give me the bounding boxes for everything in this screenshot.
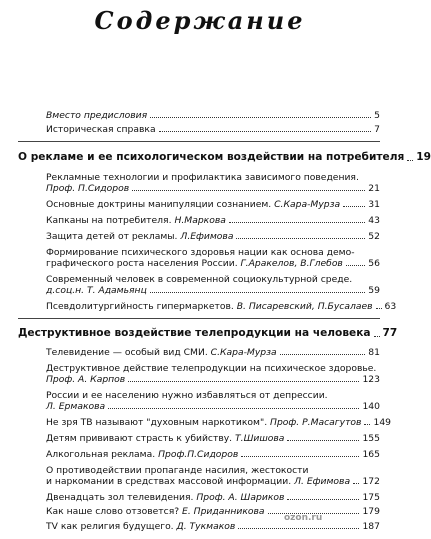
entry-page: 172 [362, 476, 380, 487]
entry-page: 175 [362, 492, 380, 503]
entry-title: Капканы на потребителя. [46, 215, 172, 226]
toc-entry-tv-media[interactable] [46, 347, 380, 358]
entry-author: Т.Шишова [235, 433, 285, 444]
entry-title: Как наше слово отзовется? [46, 506, 180, 517]
section-page: 77 [382, 327, 398, 339]
entry-author: Г.Аракелов, В.Глебов [240, 258, 343, 269]
leader-dots [159, 131, 372, 132]
toc-entry-children-violence[interactable] [46, 433, 380, 444]
toc-entry-history[interactable] [46, 124, 380, 135]
entry-author: Л. Ефимова [294, 476, 351, 487]
toc-entry-tv-religion[interactable] [46, 521, 380, 532]
toc-entry-spiritual-drug[interactable] [46, 417, 392, 428]
entry-author: Проф. А. Карпов [46, 374, 126, 385]
toc-entry-foreword[interactable] [46, 110, 380, 121]
entry-page: 43 [368, 215, 380, 226]
entry-page: 149 [373, 417, 392, 428]
toc-entry-counter-propaganda[interactable] [46, 476, 380, 487]
leader-dots [236, 238, 365, 239]
leader-dots [150, 117, 371, 118]
entry-title: Детям прививают страсть к убийству. [46, 433, 233, 444]
entry-author: Е. Приданникова [182, 506, 265, 517]
leader-dots [128, 381, 359, 382]
entry-title: Телевидение — особый вид СМИ. [46, 347, 208, 358]
leader-dots [374, 336, 380, 337]
section-title: Деструктивное воздействие телепродукции на человека [18, 327, 371, 339]
leader-dots [229, 222, 365, 223]
entry-page: 31 [368, 199, 380, 210]
entry-title: Псевдолитургийность гипермаркетов. [46, 301, 234, 312]
toc-entry-twelve-evils[interactable] [46, 492, 380, 503]
entry-title-line: Формирование психического здоровья нации как основа демо- [46, 247, 355, 258]
entry-page: 21 [368, 183, 380, 194]
section-title: О рекламе и ее психологическом воздействии на потребителя [18, 151, 405, 163]
section-divider [18, 141, 380, 142]
entry-title: Не зря ТВ называют "духовным наркотиком". [46, 417, 268, 428]
toc-entry-depression[interactable] [46, 401, 380, 412]
toc-entry-hypermarkets[interactable] [46, 301, 397, 312]
entry-author: Н.Маркова [174, 215, 226, 226]
toc-entry-our-word[interactable] [46, 506, 380, 517]
entry-page: 56 [368, 258, 380, 269]
toc-entry-destructive-tv[interactable] [46, 374, 380, 385]
leader-dots [376, 308, 382, 309]
toc-entry-modern-human[interactable] [46, 285, 380, 296]
leader-dots [407, 160, 413, 161]
entry-title: Вместо предисловия [46, 110, 148, 121]
toc-entry-manipulation[interactable] [46, 199, 380, 210]
section-page: 19 [416, 151, 431, 163]
toc-entry-alcohol-ads[interactable] [46, 449, 380, 460]
entry-page: 7 [374, 124, 380, 135]
entry-page: 5 [374, 110, 380, 121]
section-divider [18, 318, 380, 319]
toc-entry-mental-health[interactable] [46, 258, 380, 269]
page-title: Содержание [94, 6, 306, 35]
entry-title-line: Рекламные технологии и профилактика зависимого поведения. [46, 172, 359, 183]
entry-author: Проф.П.Сидоров [158, 449, 239, 460]
entry-author: Проф. П.Сидоров [46, 183, 130, 194]
section-heading-advertising[interactable] [18, 151, 431, 164]
entry-title: Двенадцать зол телевидения. [46, 492, 194, 503]
entry-page: 179 [362, 506, 380, 517]
leader-dots [343, 206, 365, 207]
leader-dots [287, 499, 359, 500]
entry-page: 59 [368, 285, 380, 296]
leader-dots [241, 456, 359, 457]
leader-dots [287, 440, 359, 441]
leader-dots [108, 408, 359, 409]
section-heading-tv[interactable] [18, 327, 398, 340]
entry-author: Проф. А. Шариков [196, 492, 285, 503]
entry-author: Л.Ефимова [180, 231, 234, 242]
ozon-watermark: ozon.ru [284, 513, 323, 523]
entry-title-line: России и ее населению нужно избавляться от депрессии. [46, 390, 328, 401]
leader-dots [238, 528, 359, 529]
toc-entry-child-protection[interactable] [46, 231, 380, 242]
entry-title: Историческая справка [46, 124, 156, 135]
toc-entry-traps[interactable] [46, 215, 380, 226]
leader-dots [364, 424, 370, 425]
leader-dots [353, 483, 359, 484]
entry-title-line: Современный человек в современной социокультурной среде. [46, 274, 353, 285]
entry-page: 155 [362, 433, 380, 444]
entry-title: Основные доктрины манипуляции сознанием. [46, 199, 272, 210]
entry-title: Алкогольная реклама. [46, 449, 156, 460]
leader-dots [346, 265, 365, 266]
entry-page: 187 [362, 521, 380, 532]
toc-entry-ad-tech[interactable] [46, 183, 380, 194]
entry-title: Защита детей от рекламы. [46, 231, 178, 242]
entry-page: 63 [384, 301, 397, 312]
entry-author: Проф. Р.Масагутов [270, 417, 362, 428]
entry-page: 81 [368, 347, 380, 358]
entry-author: В. Писаревский, П.Бусалаев [236, 301, 373, 312]
entry-author: С.Кара-Мурза [274, 199, 341, 210]
entry-title: TV как религия будущего. [46, 521, 174, 532]
entry-title: и наркомании в средствах массовой информации. [46, 476, 292, 487]
entry-page: 165 [362, 449, 380, 460]
entry-title-line: О противодействии пропаганде насилия, жестокости [46, 465, 309, 476]
entry-page: 52 [368, 231, 380, 242]
entry-title: графического роста населения России. [46, 258, 238, 269]
leader-dots [150, 292, 365, 293]
entry-author: Л. Ермакова [46, 401, 106, 412]
leader-dots [280, 354, 366, 355]
entry-author: С.Кара-Мурза [210, 347, 277, 358]
entry-title-line: Деструктивное действие телепродукции на психическое здоровье. [46, 363, 377, 374]
leader-dots [132, 190, 365, 191]
entry-author: д.соц.н. Т. Адамьянц [46, 285, 147, 296]
entry-author: Д. Тукмаков [176, 521, 236, 532]
entry-page: 123 [362, 374, 380, 385]
entry-page: 140 [362, 401, 380, 412]
